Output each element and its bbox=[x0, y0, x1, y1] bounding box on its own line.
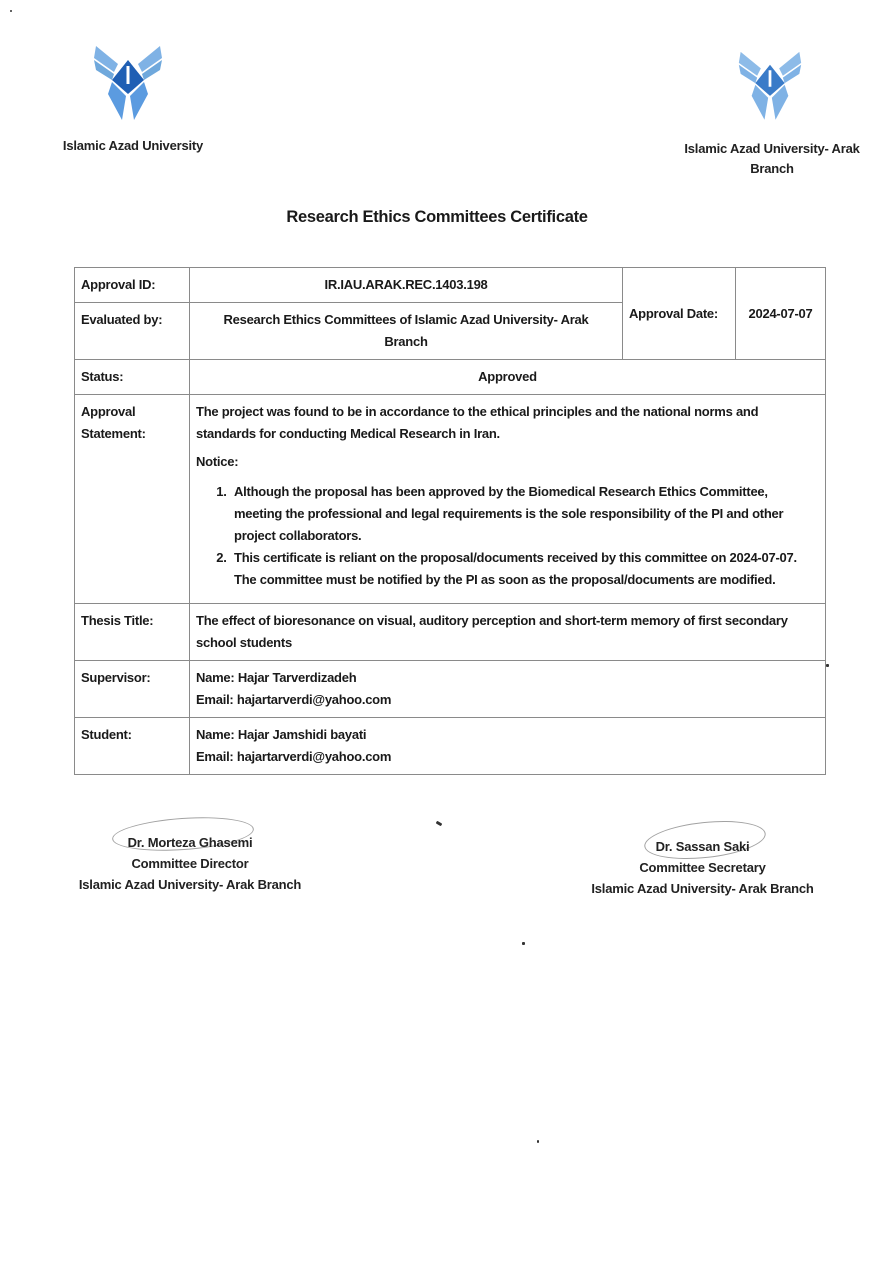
student-cell bbox=[190, 718, 826, 775]
thesis-title-value: The effect of bioresonance on visual, auditory perception and short-term memory of first secondary school students bbox=[190, 604, 826, 661]
left-signatory-role: Committee Director bbox=[131, 856, 249, 871]
right-institution-line1: Islamic Azad University- Arak bbox=[684, 141, 860, 156]
supervisor-cell bbox=[190, 661, 826, 718]
approval-statement-text: The project was found to be in accordance to the ethical principles and the national norms and standards for conducting Medical Research in Iran. bbox=[196, 404, 759, 441]
scan-mark bbox=[10, 10, 12, 12]
supervisor-email: Email: hajartarverdi@yahoo.com bbox=[196, 692, 392, 707]
university-emblem-icon bbox=[92, 40, 164, 122]
notice-list bbox=[196, 481, 819, 591]
approval-id-value: IR.IAU.ARAK.REC.1403.198 bbox=[190, 268, 623, 303]
approval-id-row bbox=[75, 268, 826, 303]
evaluated-by-label: Evaluated by: bbox=[75, 303, 190, 360]
approval-date-value: 2024-07-07 bbox=[736, 268, 826, 360]
left-signature-block bbox=[60, 832, 320, 895]
approval-statement-label: Approval Statement: bbox=[75, 395, 190, 604]
certificate-table bbox=[74, 267, 826, 775]
supervisor-row bbox=[75, 661, 826, 718]
left-signatory-institution: Islamic Azad University- Arak Branch bbox=[78, 877, 302, 892]
approval-date-label: Approval Date: bbox=[623, 268, 736, 360]
approval-id-label: Approval ID: bbox=[75, 268, 190, 303]
scan-mark bbox=[436, 821, 443, 827]
scan-mark bbox=[522, 942, 525, 945]
status-row bbox=[75, 360, 826, 395]
university-emblem-icon bbox=[737, 46, 803, 122]
right-institution-line2: Branch bbox=[750, 161, 794, 176]
scan-mark bbox=[826, 664, 829, 667]
notice-item: 1. Although the proposal has been approved by the Biomedical Research Ethics Committee, meeting the professional and legal requirements is the sole responsibility of the PI and other project collaborators. bbox=[230, 481, 819, 547]
right-signatory-role: Committee Secretary bbox=[639, 860, 766, 875]
evaluated-by-value: Research Ethics Committees of Islamic Azad University- Arak Branch bbox=[190, 303, 623, 360]
right-signature-block bbox=[575, 836, 830, 899]
supervisor-name: Name: Hajar Tarverdizadeh bbox=[196, 670, 357, 685]
right-signatory-institution: Islamic Azad University- Arak Branch bbox=[591, 881, 814, 896]
thesis-title-row bbox=[75, 604, 826, 661]
approval-statement-row bbox=[75, 395, 826, 604]
left-signatory-name: Dr. Morteza Ghasemi bbox=[127, 835, 253, 850]
scan-mark bbox=[537, 1140, 539, 1143]
student-label: Student: bbox=[75, 718, 190, 775]
thesis-title-label: Thesis Title: bbox=[75, 604, 190, 661]
certificate-title: Research Ethics Committees Certificate bbox=[286, 208, 588, 226]
status-label: Status: bbox=[75, 360, 190, 395]
student-email: Email: hajartarverdi@yahoo.com bbox=[196, 749, 392, 764]
right-signatory-name: Dr. Sassan Saki bbox=[655, 839, 750, 854]
left-institution-name: Islamic Azad University bbox=[62, 138, 204, 153]
right-institution-name bbox=[672, 139, 872, 179]
student-row bbox=[75, 718, 826, 775]
notice-title: Notice: bbox=[196, 454, 239, 469]
notice-item: 2. This certificate is reliant on the proposal/documents received by this committee on 2024-07-07. The committee must be notified by the PI as soon as the proposal/documents are modified. bbox=[230, 547, 819, 591]
supervisor-label: Supervisor: bbox=[75, 661, 190, 718]
approval-statement-cell bbox=[190, 395, 826, 604]
status-value: Approved bbox=[190, 360, 826, 395]
student-name: Name: Hajar Jamshidi bayati bbox=[196, 727, 367, 742]
